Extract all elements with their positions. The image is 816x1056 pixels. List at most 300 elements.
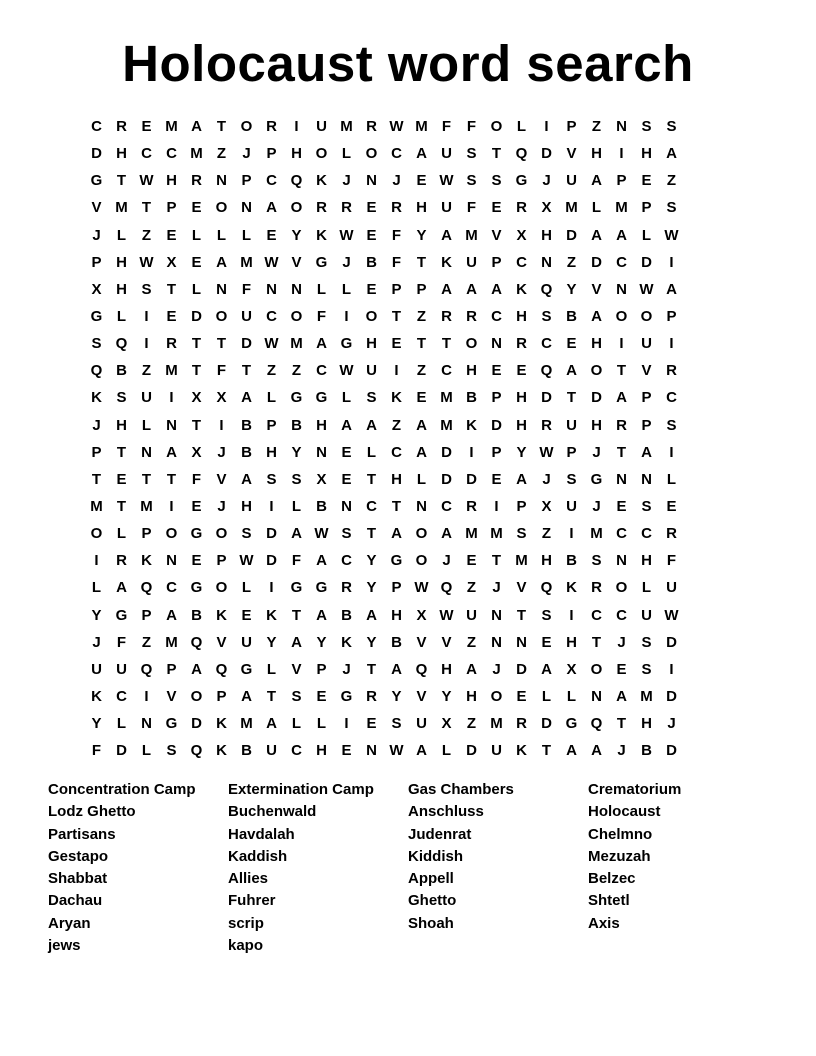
grid-cell: P	[91, 253, 102, 271]
grid-cell: M	[440, 389, 453, 407]
grid-cell: G	[315, 579, 328, 597]
grid-cell: T	[616, 715, 627, 733]
grid-cell: L	[641, 226, 652, 244]
grid-cell: P	[141, 525, 152, 543]
grid-cell: J	[442, 552, 451, 570]
grid-cell: P	[641, 389, 652, 407]
grid-cell: R	[466, 498, 477, 516]
grid-cell: C	[491, 308, 502, 326]
grid-cell: H	[116, 145, 127, 163]
grid-cell: F	[391, 253, 402, 271]
grid-cell: S	[641, 660, 652, 678]
grid-cell: E	[616, 498, 627, 516]
grid-cell: B	[341, 606, 352, 624]
grid-cell: E	[366, 280, 377, 298]
grid-cell: S	[516, 525, 527, 543]
grid-cell: Y	[266, 633, 277, 651]
word-item: Ghetto	[408, 892, 457, 910]
word-item: Gestapo	[48, 847, 109, 865]
grid-cell: X	[516, 226, 527, 244]
grid-cell: J	[92, 416, 101, 434]
grid-cell: Q	[440, 579, 453, 597]
grid-cell: H	[416, 199, 427, 217]
grid-cell: C	[591, 606, 602, 624]
grid-cell: C	[141, 145, 152, 163]
grid-cell: H	[516, 308, 527, 326]
grid-cell: B	[191, 606, 202, 624]
grid-cell: A	[341, 416, 352, 434]
grid-cell: Z	[141, 633, 152, 651]
grid-cell: C	[516, 253, 527, 271]
grid-cell: T	[91, 470, 102, 488]
grid-cell: A	[666, 280, 677, 298]
grid-cell: I	[469, 443, 474, 461]
grid-cell: X	[191, 389, 202, 407]
grid-cell: L	[266, 660, 277, 678]
grid-cell: A	[241, 688, 252, 706]
grid-cell: H	[366, 335, 377, 353]
grid-cell: M	[290, 335, 303, 353]
grid-cell: F	[666, 552, 677, 570]
grid-cell: J	[492, 579, 501, 597]
grid-cell: X	[191, 443, 202, 461]
grid-cell: P	[566, 443, 577, 461]
grid-cell: L	[316, 280, 327, 298]
grid-cell: A	[241, 470, 252, 488]
grid-cell: Y	[91, 715, 102, 733]
grid-cell: R	[591, 579, 602, 597]
grid-cell: U	[666, 579, 677, 597]
grid-cell: A	[441, 226, 452, 244]
grid-cell: N	[516, 633, 527, 651]
grid-cell: X	[416, 606, 427, 624]
grid-cell: C	[641, 525, 652, 543]
grid-cell: R	[616, 416, 627, 434]
grid-cell: T	[116, 498, 127, 516]
grid-cell: H	[241, 498, 252, 516]
grid-cell: O	[215, 308, 228, 326]
grid-cell: F	[216, 362, 227, 380]
grid-cell: D	[441, 470, 452, 488]
grid-cell: V	[491, 226, 502, 244]
grid-cell: D	[666, 633, 677, 651]
grid-cell: B	[566, 552, 577, 570]
grid-cell: Y	[416, 226, 427, 244]
grid-cell: M	[165, 118, 178, 136]
grid-cell: G	[190, 579, 203, 597]
grid-cell: W	[664, 606, 679, 624]
grid-cell: N	[166, 416, 177, 434]
grid-cell: A	[466, 280, 477, 298]
grid-cell: L	[291, 715, 302, 733]
grid-cell: K	[216, 606, 227, 624]
grid-cell: K	[91, 688, 102, 706]
grid-cell: T	[216, 335, 227, 353]
grid-cell: D	[666, 688, 677, 706]
grid-cell: H	[566, 633, 577, 651]
grid-cell: U	[566, 172, 577, 190]
grid-cell: E	[616, 660, 627, 678]
grid-cell: Q	[540, 579, 553, 597]
grid-cell: O	[165, 525, 178, 543]
grid-cell: P	[566, 118, 577, 136]
grid-cell: L	[566, 688, 577, 706]
grid-cell: S	[541, 308, 552, 326]
grid-cell: S	[291, 688, 302, 706]
grid-cell: M	[515, 552, 528, 570]
grid-cell: Y	[291, 226, 302, 244]
grid-cell: D	[591, 389, 602, 407]
grid-cell: N	[416, 498, 427, 516]
grid-cell: S	[366, 389, 377, 407]
grid-cell: L	[116, 226, 127, 244]
grid-cell: Q	[90, 362, 103, 380]
grid-cell: H	[441, 660, 452, 678]
word-list	[48, 779, 768, 957]
grid-cell: S	[91, 335, 102, 353]
word-item: Anschluss	[408, 803, 484, 821]
grid-cell: A	[591, 172, 602, 190]
grid-cell: W	[314, 525, 329, 543]
grid-cell: H	[641, 715, 652, 733]
grid-cell: Q	[215, 660, 228, 678]
word-item: Havdalah	[228, 825, 295, 843]
grid-cell: O	[490, 118, 503, 136]
grid-cell: S	[591, 552, 602, 570]
grid-cell: A	[541, 660, 552, 678]
word-item: Gas Chambers	[408, 781, 514, 798]
grid-cell: A	[666, 145, 677, 163]
grid-cell: W	[389, 742, 404, 760]
grid-cell: T	[541, 742, 552, 760]
grid-cell: V	[291, 253, 302, 271]
grid-cell: N	[616, 552, 627, 570]
grid-cell: A	[316, 552, 327, 570]
grid-cell: U	[141, 389, 152, 407]
word-item: Dachau	[48, 892, 103, 910]
grid-cell: Q	[190, 633, 203, 651]
grid-cell: H	[166, 172, 177, 190]
grid-cell: U	[91, 660, 102, 678]
grid-cell: T	[166, 470, 177, 488]
grid-cell: U	[566, 498, 577, 516]
word-item: Kaddish	[228, 847, 288, 865]
grid-cell: J	[342, 253, 351, 271]
grid-cell: A	[416, 443, 427, 461]
grid-cell: E	[191, 552, 202, 570]
grid-cell: B	[241, 443, 252, 461]
grid-cell: G	[340, 688, 353, 706]
grid-cell: C	[91, 118, 102, 136]
grid-cell: J	[542, 172, 551, 190]
grid-cell: P	[666, 308, 677, 326]
grid-cell: I	[269, 498, 274, 516]
grid-cell: O	[415, 552, 428, 570]
grid-cell: O	[290, 199, 303, 217]
grid-cell: B	[391, 633, 402, 651]
grid-cell: L	[591, 199, 602, 217]
grid-cell: M	[240, 715, 253, 733]
grid-cell: C	[616, 606, 627, 624]
grid-cell: I	[344, 308, 349, 326]
grid-cell: F	[466, 118, 477, 136]
grid-cell: S	[266, 470, 277, 488]
grid-cell: B	[316, 498, 327, 516]
grid-cell: D	[466, 470, 477, 488]
grid-cell: I	[569, 606, 574, 624]
grid-cell: Q	[140, 660, 153, 678]
grid-cell: M	[415, 118, 428, 136]
grid-cell: A	[416, 742, 427, 760]
grid-cell: H	[266, 443, 277, 461]
grid-cell: A	[391, 660, 402, 678]
grid-cell: H	[316, 742, 327, 760]
word-item: Shabbat	[48, 870, 108, 888]
grid-cell: N	[616, 470, 627, 488]
grid-cell: D	[566, 226, 577, 244]
grid-cell: Y	[366, 579, 377, 597]
grid-cell: U	[441, 199, 452, 217]
grid-cell: A	[166, 606, 177, 624]
grid-cell: M	[440, 416, 453, 434]
grid-cell: T	[216, 118, 227, 136]
grid-cell: H	[516, 416, 527, 434]
grid-cell: W	[139, 172, 154, 190]
grid-cell: C	[341, 552, 352, 570]
grid-cell: H	[116, 253, 127, 271]
grid-cell: E	[116, 470, 127, 488]
grid-cell: T	[491, 552, 502, 570]
grid-cell: U	[316, 118, 327, 136]
grid-cell: O	[215, 199, 228, 217]
grid-cell: U	[441, 145, 452, 163]
grid-cell: C	[541, 335, 552, 353]
grid-cell: I	[394, 362, 399, 380]
grid-cell: A	[616, 226, 627, 244]
grid-cell: C	[266, 308, 277, 326]
grid-cell: G	[515, 172, 528, 190]
grid-cell: Y	[516, 443, 527, 461]
grid-cell: R	[116, 552, 127, 570]
grid-cell: K	[141, 552, 152, 570]
grid-cell: Z	[466, 579, 477, 597]
grid-cell: D	[491, 416, 502, 434]
grid-cell: G	[115, 606, 128, 624]
grid-cell: T	[116, 443, 127, 461]
grid-cell: A	[616, 389, 627, 407]
grid-cell: A	[366, 416, 377, 434]
grid-cell: C	[666, 389, 677, 407]
grid-cell: T	[391, 498, 402, 516]
grid-cell: A	[466, 660, 477, 678]
grid-cell: Z	[141, 226, 152, 244]
grid-cell: H	[591, 416, 602, 434]
grid-cell: X	[541, 498, 552, 516]
grid-cell: H	[466, 362, 477, 380]
grid-cell: H	[291, 145, 302, 163]
grid-cell: Q	[140, 579, 153, 597]
grid-cell: J	[492, 660, 501, 678]
word-item: Axis	[588, 914, 620, 932]
word-item: Aryan	[48, 914, 91, 932]
grid-cell: Q	[190, 742, 203, 760]
grid-cell: O	[290, 308, 303, 326]
grid-cell: A	[641, 443, 652, 461]
grid-cell: A	[191, 660, 202, 678]
grid-cell: S	[641, 633, 652, 651]
grid-cell: E	[341, 742, 352, 760]
grid-cell: L	[541, 688, 552, 706]
grid-cell: T	[366, 525, 377, 543]
grid-cell: F	[391, 226, 402, 244]
grid-cell: A	[591, 308, 602, 326]
grid-cell: D	[541, 715, 552, 733]
grid-cell: L	[116, 308, 127, 326]
grid-cell: M	[165, 362, 178, 380]
grid-cell: R	[341, 199, 352, 217]
grid-cell: V	[216, 633, 227, 651]
grid-cell: S	[241, 525, 252, 543]
word-empty-slot	[588, 935, 768, 957]
grid-cell: R	[366, 118, 377, 136]
grid-cell: U	[641, 606, 652, 624]
grid-cell: A	[591, 226, 602, 244]
grid-cell: F	[191, 470, 202, 488]
grid-cell: B	[566, 308, 577, 326]
grid-cell: I	[619, 145, 624, 163]
grid-cell: I	[144, 308, 149, 326]
grid-cell: M	[465, 226, 478, 244]
grid-cell: A	[316, 335, 327, 353]
grid-cell: D	[441, 443, 452, 461]
grid-cell: C	[441, 498, 452, 516]
grid-cell: C	[441, 362, 452, 380]
grid-cell: E	[241, 606, 252, 624]
grid-cell: O	[465, 335, 478, 353]
grid-cell: N	[216, 172, 227, 190]
grid-cell: F	[291, 552, 302, 570]
grid-cell: Z	[266, 362, 277, 380]
grid-cell: C	[616, 525, 627, 543]
grid-cell: I	[669, 335, 674, 353]
grid-cell: T	[141, 470, 152, 488]
grid-cell: T	[191, 416, 202, 434]
grid-cell: L	[241, 579, 252, 597]
grid-cell: Q	[540, 280, 553, 298]
grid-cell: O	[365, 308, 378, 326]
grid-cell: L	[341, 389, 352, 407]
grid-cell: S	[566, 470, 577, 488]
grid-cell: W	[539, 443, 554, 461]
grid-cell: A	[266, 715, 277, 733]
grid-cell: L	[291, 498, 302, 516]
grid-cell: E	[366, 715, 377, 733]
word-item: Concentration Camp	[48, 781, 196, 798]
grid-cell: P	[491, 443, 502, 461]
grid-cell: A	[166, 443, 177, 461]
grid-cell: Y	[566, 280, 577, 298]
grid-cell: S	[666, 416, 677, 434]
word-item: Mezuzah	[588, 847, 651, 865]
grid-cell: A	[491, 280, 502, 298]
grid-cell: J	[617, 633, 626, 651]
grid-cell: D	[516, 660, 527, 678]
grid-cell: P	[641, 416, 652, 434]
grid-cell: X	[441, 715, 452, 733]
grid-cell: X	[166, 253, 177, 271]
grid-cell: Q	[515, 145, 528, 163]
grid-cell: R	[341, 579, 352, 597]
grid-cell: N	[266, 280, 277, 298]
grid-cell: R	[666, 362, 677, 380]
grid-cell: A	[241, 389, 252, 407]
grid-cell: I	[669, 253, 674, 271]
grid-cell: J	[342, 660, 351, 678]
grid-cell: Q	[290, 172, 303, 190]
grid-cell: C	[166, 579, 177, 597]
grid-cell: U	[491, 742, 502, 760]
grid-cell: G	[390, 552, 403, 570]
grid-cell: E	[666, 498, 677, 516]
grid-cell: E	[566, 335, 577, 353]
grid-cell: A	[366, 606, 377, 624]
grid-cell: P	[216, 552, 227, 570]
grid-cell: V	[416, 633, 427, 651]
grid-cell: X	[541, 199, 552, 217]
grid-cell: N	[241, 199, 252, 217]
grid-cell: I	[344, 715, 349, 733]
grid-cell: Y	[441, 688, 452, 706]
grid-cell: S	[491, 172, 502, 190]
grid-cell: A	[416, 416, 427, 434]
grid-cell: D	[541, 389, 552, 407]
grid-cell: H	[391, 470, 402, 488]
grid-cell: R	[516, 715, 527, 733]
word-item: jews	[48, 937, 81, 955]
grid-cell: B	[241, 742, 252, 760]
grid-cell: Z	[566, 253, 577, 271]
grid-cell: N	[491, 606, 502, 624]
grid-cell: E	[341, 443, 352, 461]
grid-cell: N	[591, 688, 602, 706]
grid-cell: P	[416, 280, 427, 298]
grid-cell: K	[466, 416, 477, 434]
grid-cell: A	[416, 145, 427, 163]
grid-cell: S	[166, 742, 177, 760]
word-item: Kiddish	[408, 847, 463, 865]
word-item: Buchenwald	[228, 803, 317, 821]
grid-cell: E	[491, 470, 502, 488]
grid-cell: Z	[416, 362, 427, 380]
grid-cell: G	[240, 660, 253, 678]
grid-cell: A	[391, 525, 402, 543]
grid-cell: S	[666, 199, 677, 217]
grid-cell: M	[90, 498, 103, 516]
grid-cell: Z	[591, 118, 602, 136]
grid-cell: J	[342, 172, 351, 190]
grid-cell: D	[266, 552, 277, 570]
grid-cell: I	[269, 579, 274, 597]
grid-cell: A	[616, 688, 627, 706]
grid-cell: O	[590, 362, 603, 380]
grid-cell: F	[91, 742, 102, 760]
grid-cell: R	[441, 308, 452, 326]
grid-cell: N	[541, 253, 552, 271]
grid-cell: H	[316, 416, 327, 434]
grid-cell: U	[641, 335, 652, 353]
grid-cell: W	[414, 579, 429, 597]
grid-cell: H	[516, 389, 527, 407]
